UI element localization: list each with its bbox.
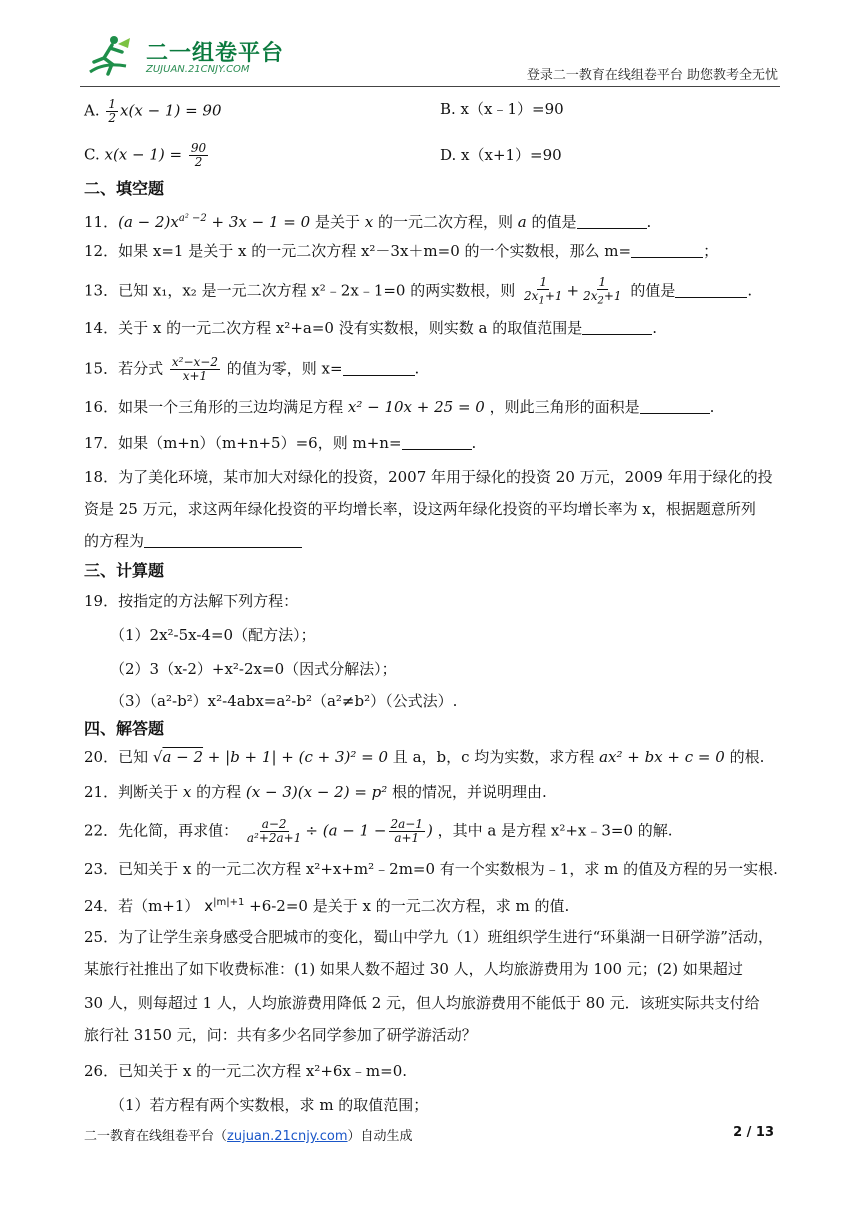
- page-header: [80, 30, 780, 86]
- question-12: 12．如果 x=1 是关于 x 的一元二次方程 x²－3x＋m=0 的一个实数根，那么 m= ；: [84, 242, 719, 260]
- question-21: 21．判断关于 x 的方程 (x − 3)(x − 2) = p² 根的情况，并说明理由.: [84, 783, 547, 801]
- question-26-part1: （1）若方程有两个实数根，求 m 的取值范围；: [110, 1096, 429, 1114]
- footer-link[interactable]: zujuan.21cnjy.com: [227, 1129, 348, 1144]
- logo-text: 二一组卷平台: [146, 41, 285, 66]
- question-22: 22．先化简，再求值： $\frac{a-2}{\text{a²+2a+1}}$ ÷ (a − 1 − $\frac{2a-1}{a+1}$ ) ，其中 a 是方程 x²+x﹣3=0 的解.: [84, 817, 673, 845]
- header-divider: [80, 86, 780, 87]
- question-11: 11．$(a - 2)x^{a^2 -2} + 3x - 1 = 0$ 是关于 x 的一元二次方程，则 a 的值是 .: [84, 213, 652, 231]
- question-13: 13．已知 x₁，x₂ 是一元二次方程 x²﹣2x﹣1=0 的两实数根，则 $\frac{1}{2x_1+1}$ + $\frac{1}{2x_2+1}$ 的值是 .: [84, 275, 753, 307]
- question-26: 26．已知关于 x 的一元二次方程 x²+6x﹣m=0.: [84, 1062, 407, 1080]
- question-25-line2: 某旅行社推出了如下收费标准：(1) 如果人数不超过 30 人，人均旅游费用为 100 元；(2) 如果超过: [84, 960, 743, 978]
- option-a: A. $\frac{1}{2}$ x(x − 1) = 90: [84, 97, 222, 125]
- page-number: 2 / 13: [733, 1125, 774, 1140]
- question-24: 24．若（m+1） $x^{|m|+1} +6-2=0$ 是关于 x 的一元二次方程，求 m 的值.: [84, 897, 570, 915]
- question-14: 14．关于 x 的一元二次方程 x²+a=0 没有实数根，则实数 a 的取值范围是 .: [84, 319, 657, 337]
- question-18-line1: 18．为了美化环境，某市加大对绿化的投资，2007 年用于绿化的投资 20 万元，2009 年用于绿化的投: [84, 468, 773, 486]
- question-19: 19．按指定的方法解下列方程：: [84, 592, 299, 610]
- question-25-line4: 旅行社 3150 元，问：共有多少名同学参加了研学游活动？: [84, 1026, 477, 1044]
- option-d: D. x（x+1）=90: [440, 146, 562, 164]
- option-b: B. x（x﹣1）=90: [440, 100, 564, 118]
- question-15: 15．若分式 $\frac{\text{x²−x−2}}{x+1}$ 的值为零，则 x= .: [84, 355, 420, 383]
- question-20: 20．已知 √a − 2 + |b + 1| + (c + 3)² = 0 且 a，b，c 均为实数，求方程 ax² + bx + c = 0 的根.: [84, 748, 765, 766]
- question-19-part1: （1）2x²-5x-4=0（配方法）；: [110, 626, 316, 644]
- question-25-line3: 30 人，则每超过 1 人，人均旅游费用降低 2 元，但人均旅游费用不能低于 80 元．该班实际共支付给: [84, 994, 760, 1012]
- question-18-line3: 的方程为: [84, 530, 302, 552]
- section-answers: 四、解答题: [84, 719, 165, 738]
- question-18-line2: 资是 25 万元，求这两年绿化投资的平均增长率，设这两年绿化投资的平均增长率为 x，根据题意所列: [84, 500, 756, 518]
- question-19-part3: （3）（a²-b²）x²-4abx=a²-b²（a²≠b²）（公式法）.: [110, 692, 458, 710]
- logo-url: ZUJUAN.21CNJY.COM: [146, 64, 250, 75]
- runner-logo-icon: [84, 32, 132, 80]
- question-16: 16．如果一个三角形的三边均满足方程 x² − 10x + 25 = 0 ，则此三角形的面积是 .: [84, 398, 715, 416]
- question-25-line1: 25．为了让学生亲身感受合肥城市的变化，蜀山中学九（1）班组织学生进行“环巢湖一日研学游”活动，: [84, 928, 773, 946]
- header-slogan: 登录二一教育在线组卷平台 助您教考全无忧: [526, 68, 778, 83]
- footer-source: 二一教育在线组卷平台（zujuan.21cnjy.com）自动生成: [84, 1129, 413, 1144]
- section-calculation: 三、计算题: [84, 561, 165, 580]
- question-23: 23．已知关于 x 的一元二次方程 x²+x+m²﹣2m=0 有一个实数根为﹣1，求 m 的值及方程的另一实根.: [84, 860, 778, 878]
- question-17: 17．如果（m+n）（m+n+5）=6，则 m+n= .: [84, 434, 477, 452]
- option-c: C. x(x − 1) = $\frac{90}{2}$: [84, 141, 207, 169]
- section-fill-blank: 二、填空题: [84, 179, 165, 198]
- question-19-part2: （2）3（x-2）+x²-2x=0（因式分解法）；: [110, 660, 397, 678]
